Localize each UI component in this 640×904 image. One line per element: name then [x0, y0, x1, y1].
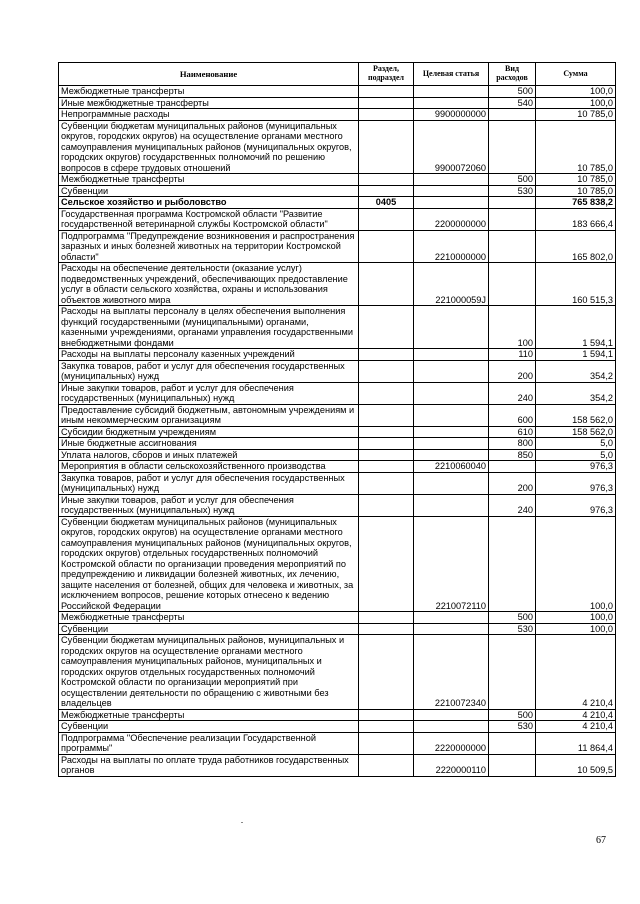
- cell-type: 200: [489, 360, 536, 382]
- cell-section: [359, 438, 414, 450]
- cell-type: [489, 263, 536, 306]
- cell-name: Межбюджетные трансферты: [59, 86, 359, 98]
- cell-target: [414, 97, 489, 109]
- cell-target: 2210072110: [414, 516, 489, 612]
- cell-target: [414, 306, 489, 349]
- cell-sum: 976,3: [536, 461, 616, 473]
- cell-target: [414, 404, 489, 426]
- cell-section: [359, 306, 414, 349]
- cell-name: Иные межбюджетные трансферты: [59, 97, 359, 109]
- cell-section: [359, 263, 414, 306]
- cell-sum: 976,3: [536, 472, 616, 494]
- cell-type: 530: [489, 623, 536, 635]
- table-header: [59, 63, 616, 86]
- cell-name: Субвенции бюджетам муниципальных районов (муниципальных округов, городских округов) на осуществление органами местного самоуправления муниципальных районов (муниципальных округов, городских округов) государственных полномочий по решению вопросов в сфере трудовых отношений: [59, 120, 359, 174]
- cell-name: Непрограммные расходы: [59, 109, 359, 121]
- cell-type: [489, 120, 536, 174]
- header-section: Раздел, подраздел: [359, 63, 414, 86]
- cell-sum: 100,0: [536, 516, 616, 612]
- cell-section: [359, 754, 414, 776]
- cell-section: [359, 360, 414, 382]
- cell-name: Мероприятия в области сельскохозяйственного производства: [59, 461, 359, 473]
- cell-target: [414, 382, 489, 404]
- cell-sum: 165 802,0: [536, 230, 616, 263]
- cell-sum: 976,3: [536, 494, 616, 516]
- cell-name: Расходы на обеспечение деятельности (оказание услуг) подведомственных учреждений, обеспечивающих предоставление услуг в области сельского хозяйства, охраны и использования объектов животного мира: [59, 263, 359, 306]
- cell-sum: 1 594,1: [536, 306, 616, 349]
- cell-type: 800: [489, 438, 536, 450]
- cell-section: [359, 97, 414, 109]
- cell-name: Субвенции бюджетам муниципальных районов (муниципальных округов, городских округов) на осуществление органами местного самоуправления муниципальных районов (муниципальных округов, городских округов) отдельных государственных полномочий Костромской области по организации проведения мероприятий по предупреждению и ликвидации болезней животных, их лечению, защите населения от болезней, общих для человека и животных, за исключением вопросов, решение которых отнесено к ведению Российской Федерации: [59, 516, 359, 612]
- cell-section: [359, 516, 414, 612]
- table-row: [59, 109, 616, 121]
- cell-target: [414, 472, 489, 494]
- cell-name: Подпрограмма "Предупреждение возникновения и распространения заразных и иных болезней животных на территории Костромской области": [59, 230, 359, 263]
- cell-section: [359, 382, 414, 404]
- cell-type: 240: [489, 494, 536, 516]
- cell-section: [359, 120, 414, 174]
- cell-section: [359, 174, 414, 186]
- cell-sum: 5,0: [536, 449, 616, 461]
- cell-target: 2210000000: [414, 230, 489, 263]
- cell-section: [359, 185, 414, 197]
- cell-sum: 1 594,1: [536, 349, 616, 361]
- cell-name: Закупка товаров, работ и услуг для обеспечения государственных (муниципальных) нужд: [59, 360, 359, 382]
- cell-sum: 100,0: [536, 86, 616, 98]
- cell-sum: 10 785,0: [536, 109, 616, 121]
- cell-name: Иные закупки товаров, работ и услуг для обеспечения государственных (муниципальных) нужд: [59, 382, 359, 404]
- cell-target: 2210072340: [414, 635, 489, 710]
- cell-sum: 100,0: [536, 97, 616, 109]
- cell-type: [489, 197, 536, 209]
- cell-name: Сельское хозяйство и рыболовство: [59, 197, 359, 209]
- cell-target: 9900072060: [414, 120, 489, 174]
- cell-sum: 160 515,3: [536, 263, 616, 306]
- cell-name: Иные бюджетные ассигнования: [59, 438, 359, 450]
- table-row: [59, 382, 616, 404]
- cell-sum: 354,2: [536, 382, 616, 404]
- cell-target: [414, 612, 489, 624]
- cell-type: [489, 732, 536, 754]
- cell-name: Подпрограмма "Обеспечение реализации Государственной программы": [59, 732, 359, 754]
- table-row: [59, 197, 616, 209]
- cell-sum: 354,2: [536, 360, 616, 382]
- cell-target: 2220000110: [414, 754, 489, 776]
- cell-type: 500: [489, 174, 536, 186]
- cell-section: [359, 404, 414, 426]
- cell-name: Межбюджетные трансферты: [59, 709, 359, 721]
- cell-section: [359, 612, 414, 624]
- table-row: [59, 754, 616, 776]
- cell-target: [414, 449, 489, 461]
- cell-target: 2200000000: [414, 208, 489, 230]
- cell-name: Субвенции бюджетам муниципальных районов, муниципальных и городских округов на осуществление органами местного самоуправления муниципальных районов, муниципальных и городских округов отдельных государственных полномочий Костромской области по организации мероприятий при осуществлении деятельности по обращению с животными без владельцев: [59, 635, 359, 710]
- cell-section: [359, 709, 414, 721]
- cell-section: [359, 494, 414, 516]
- header-sum: Сумма: [536, 63, 616, 86]
- cell-name: Субвенции: [59, 185, 359, 197]
- cell-target: 2220000000: [414, 732, 489, 754]
- cell-type: 200: [489, 472, 536, 494]
- cell-type: [489, 635, 536, 710]
- table-row: [59, 472, 616, 494]
- cell-section: [359, 426, 414, 438]
- table-row: [59, 494, 616, 516]
- cell-name: Расходы на выплаты по оплате труда работников государственных органов: [59, 754, 359, 776]
- table-row: [59, 208, 616, 230]
- cell-section: [359, 449, 414, 461]
- cell-type: [489, 208, 536, 230]
- cell-type: [489, 109, 536, 121]
- cell-sum: 765 838,2: [536, 197, 616, 209]
- cell-target: [414, 86, 489, 98]
- header-name: Наименование: [59, 63, 359, 86]
- cell-type: 500: [489, 612, 536, 624]
- cell-type: 110: [489, 349, 536, 361]
- cell-type: [489, 230, 536, 263]
- cell-name: Предоставление субсидий бюджетным, автономным учреждениям и иным некоммерческим организациям: [59, 404, 359, 426]
- table-row: [59, 426, 616, 438]
- cell-sum: 4 210,4: [536, 635, 616, 710]
- cell-target: [414, 709, 489, 721]
- cell-target: 2210060040: [414, 461, 489, 473]
- table-row: [59, 349, 616, 361]
- cell-sum: 4 210,4: [536, 709, 616, 721]
- table-row: [59, 732, 616, 754]
- cell-section: [359, 721, 414, 733]
- cell-type: 530: [489, 185, 536, 197]
- table-row: [59, 263, 616, 306]
- cell-target: [414, 426, 489, 438]
- header-target: Целевая статья: [414, 63, 489, 86]
- table-row: [59, 86, 616, 98]
- cell-target: [414, 360, 489, 382]
- table-row: [59, 97, 616, 109]
- cell-target: [414, 438, 489, 450]
- cell-section: [359, 472, 414, 494]
- cell-target: [414, 185, 489, 197]
- cell-target: [414, 721, 489, 733]
- cell-section: [359, 86, 414, 98]
- table-row: [59, 306, 616, 349]
- cell-name: Государственная программа Костромской области "Развитие государственной ветеринарной службы Костромской области": [59, 208, 359, 230]
- cell-target: [414, 623, 489, 635]
- cell-sum: 158 562,0: [536, 426, 616, 438]
- table-body: [59, 86, 616, 777]
- cell-sum: 10 785,0: [536, 174, 616, 186]
- cell-sum: 11 864,4: [536, 732, 616, 754]
- cell-target: 9900000000: [414, 109, 489, 121]
- table-row: [59, 721, 616, 733]
- table-row: [59, 230, 616, 263]
- table-row: [59, 516, 616, 612]
- cell-section: 0405: [359, 197, 414, 209]
- table-row: [59, 623, 616, 635]
- cell-type: [489, 461, 536, 473]
- cell-section: [359, 461, 414, 473]
- cell-section: [359, 208, 414, 230]
- cell-type: 610: [489, 426, 536, 438]
- cell-section: [359, 623, 414, 635]
- cell-sum: 5,0: [536, 438, 616, 450]
- cell-target: [414, 197, 489, 209]
- cell-section: [359, 732, 414, 754]
- cell-name: Закупка товаров, работ и услуг для обеспечения государственных (муниципальных) нужд: [59, 472, 359, 494]
- cell-name: Расходы на выплаты персоналу казенных учреждений: [59, 349, 359, 361]
- table-row: [59, 174, 616, 186]
- table-row: [59, 360, 616, 382]
- cell-type: [489, 754, 536, 776]
- cell-name: Межбюджетные трансферты: [59, 174, 359, 186]
- cell-sum: 10 785,0: [536, 185, 616, 197]
- cell-sum: 10 785,0: [536, 120, 616, 174]
- cell-section: [359, 230, 414, 263]
- cell-type: 100: [489, 306, 536, 349]
- cell-type: 500: [489, 86, 536, 98]
- page-number: 67: [596, 835, 606, 846]
- table-row: [59, 185, 616, 197]
- cell-sum: 158 562,0: [536, 404, 616, 426]
- cell-type: 540: [489, 97, 536, 109]
- cell-name: Субвенции: [59, 721, 359, 733]
- table-row: [59, 612, 616, 624]
- cell-sum: 10 509,5: [536, 754, 616, 776]
- cell-type: 530: [489, 721, 536, 733]
- table-row: [59, 635, 616, 710]
- cell-target: 221000059J: [414, 263, 489, 306]
- cell-type: 600: [489, 404, 536, 426]
- cell-name: Иные закупки товаров, работ и услуг для обеспечения государственных (муниципальных) нужд: [59, 494, 359, 516]
- scan-speck: [241, 822, 243, 823]
- cell-sum: 100,0: [536, 612, 616, 624]
- cell-section: [359, 109, 414, 121]
- table-row: [59, 438, 616, 450]
- header-type: Вид расходов: [489, 63, 536, 86]
- table-row: [59, 709, 616, 721]
- cell-sum: 100,0: [536, 623, 616, 635]
- cell-sum: 4 210,4: [536, 721, 616, 733]
- cell-name: Расходы на выплаты персоналу в целях обеспечения выполнения функций государственными (муниципальными) органами, казенными учреждениями, органами управления государственными внебюджетными фондами: [59, 306, 359, 349]
- table-row: [59, 120, 616, 174]
- table-row: [59, 449, 616, 461]
- cell-section: [359, 635, 414, 710]
- cell-name: Уплата налогов, сборов и иных платежей: [59, 449, 359, 461]
- cell-type: 240: [489, 382, 536, 404]
- cell-type: 500: [489, 709, 536, 721]
- cell-target: [414, 349, 489, 361]
- cell-target: [414, 174, 489, 186]
- cell-type: [489, 516, 536, 612]
- cell-type: 850: [489, 449, 536, 461]
- table-row: [59, 404, 616, 426]
- cell-name: Субсидии бюджетным учреждениям: [59, 426, 359, 438]
- cell-name: Субвенции: [59, 623, 359, 635]
- cell-sum: 183 666,4: [536, 208, 616, 230]
- cell-target: [414, 494, 489, 516]
- cell-section: [359, 349, 414, 361]
- table-row: [59, 461, 616, 473]
- budget-table: [58, 62, 616, 777]
- cell-name: Межбюджетные трансферты: [59, 612, 359, 624]
